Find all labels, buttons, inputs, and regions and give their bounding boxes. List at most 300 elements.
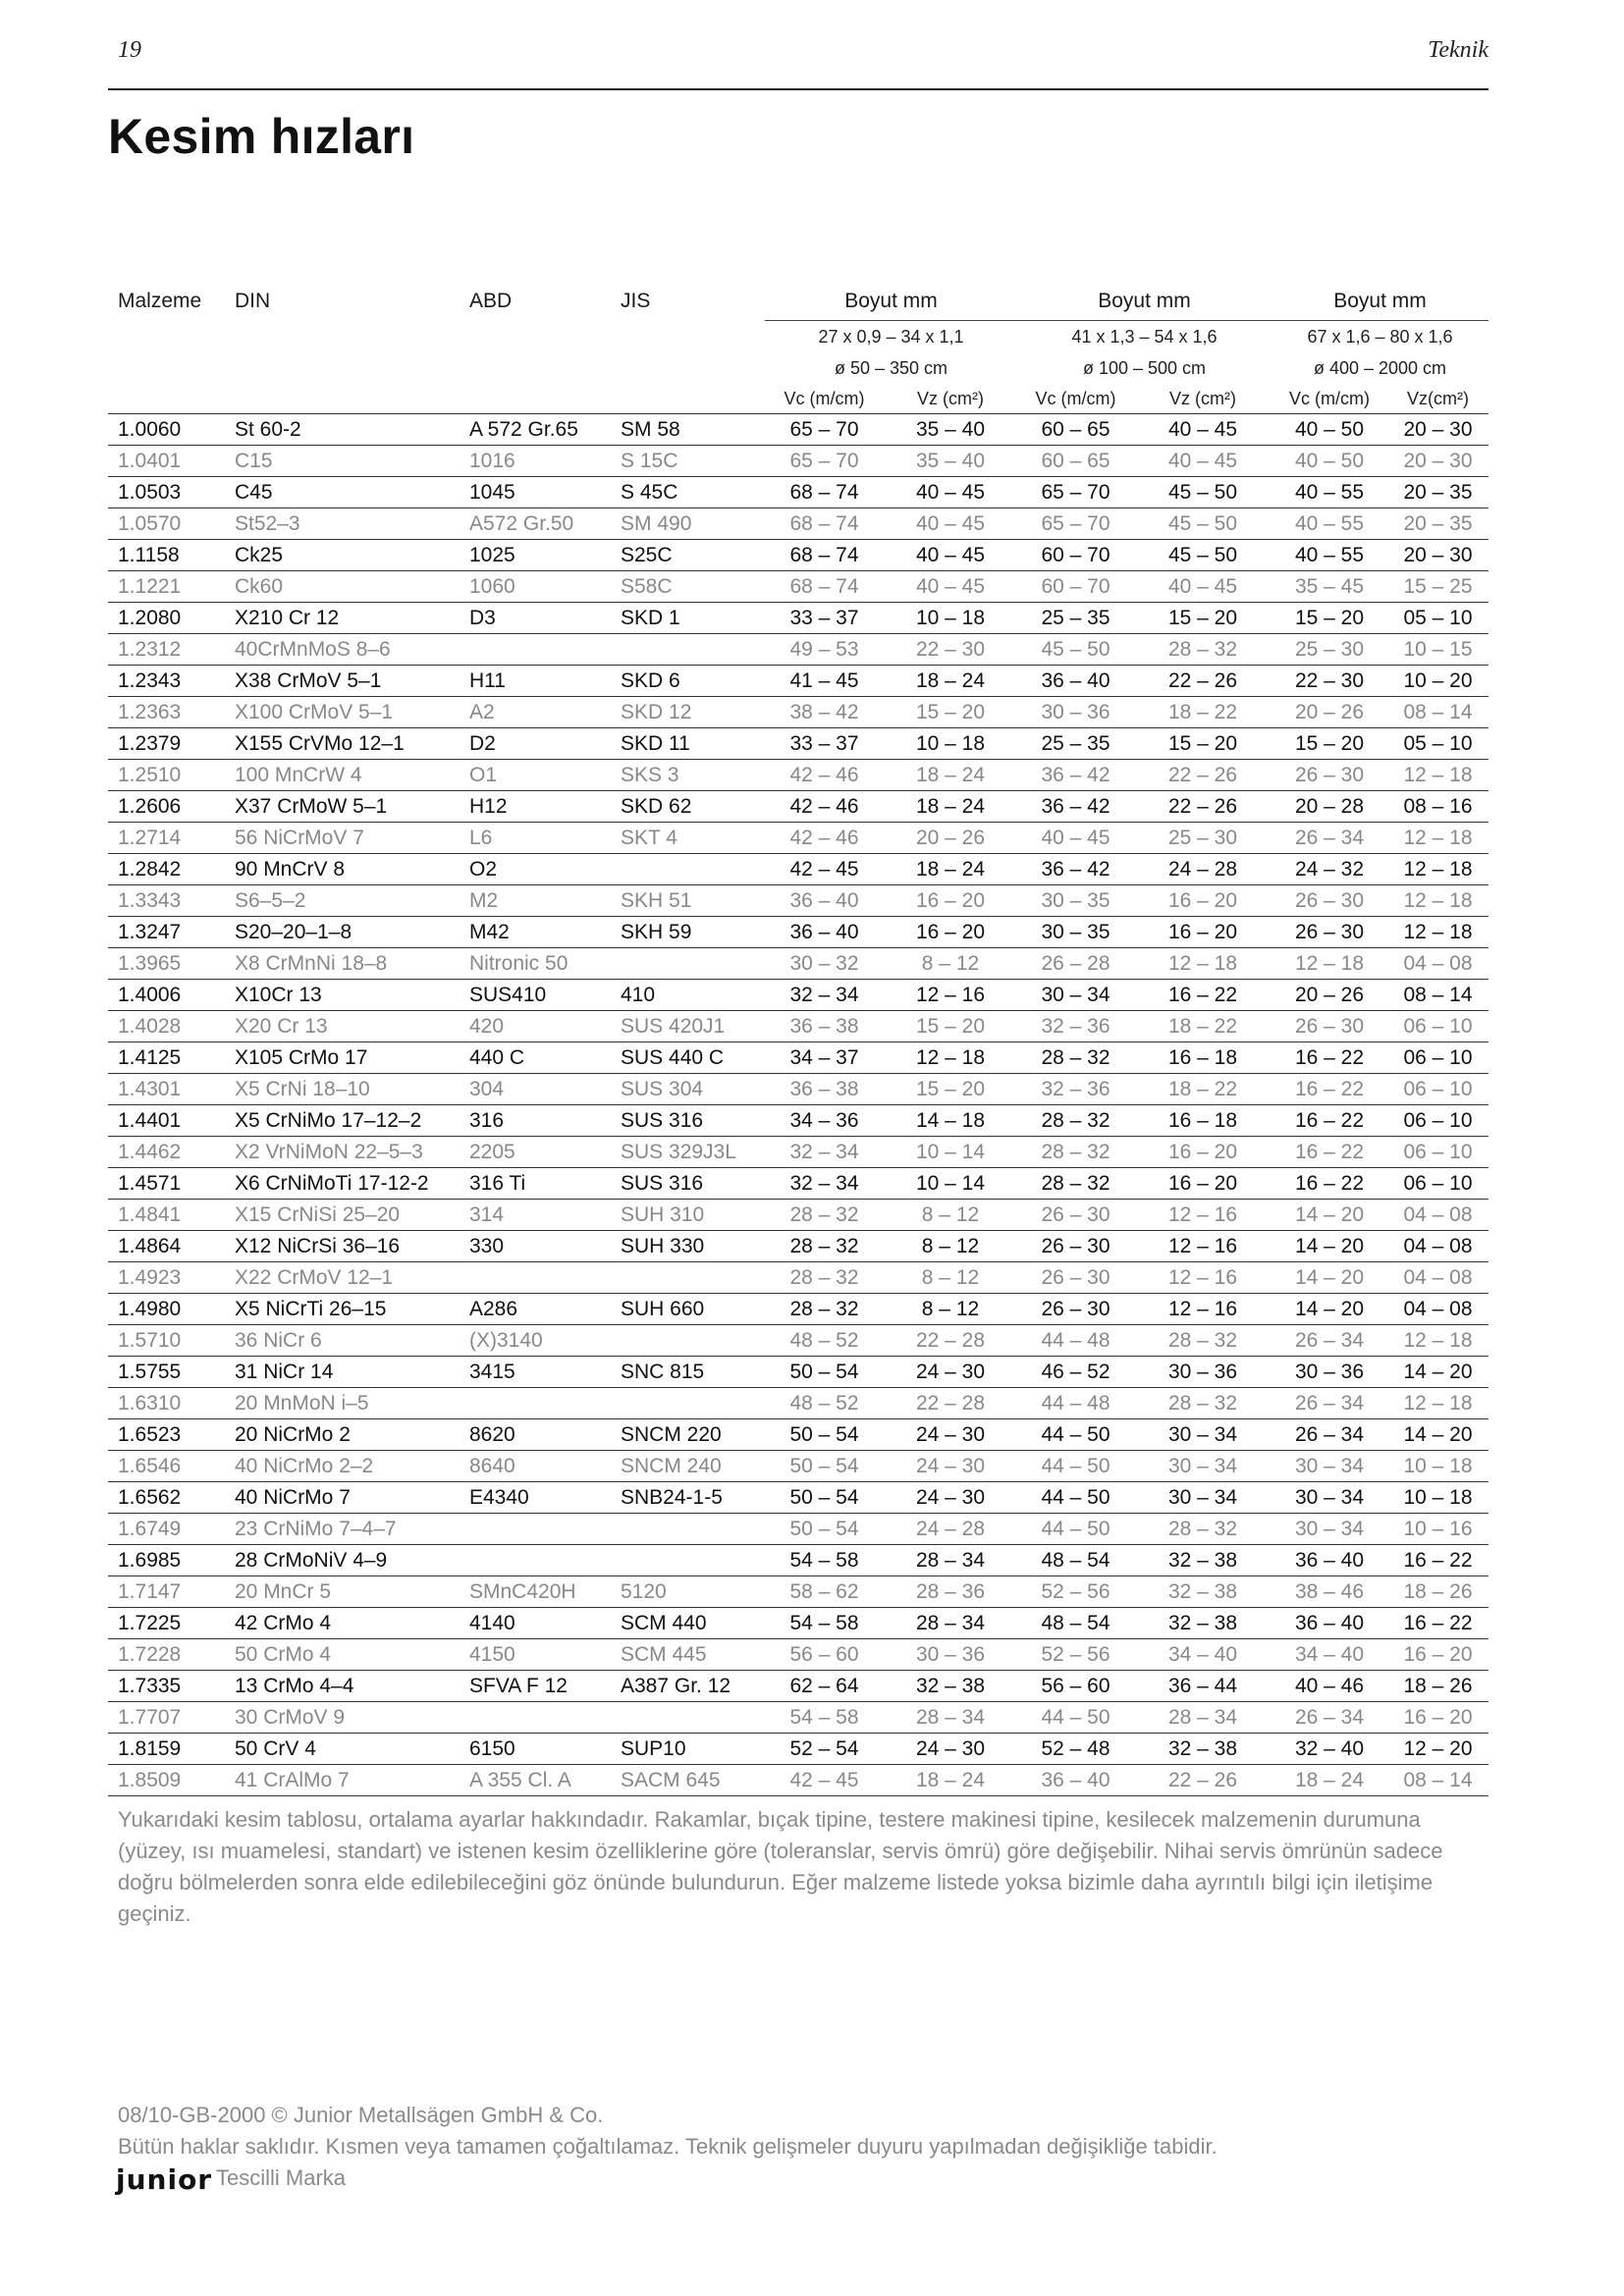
- cell-din: 40 NiCrMo 2–2: [225, 1451, 460, 1482]
- cell-jis: [611, 1262, 765, 1294]
- cell-malzeme: 1.2606: [108, 791, 225, 823]
- cell-abd: 1060: [460, 571, 611, 603]
- cell-vc-2: 28 – 32: [1017, 1168, 1134, 1200]
- cell-vc-3: 26 – 34: [1272, 1419, 1387, 1451]
- cell-din: X38 CrMoV 5–1: [225, 666, 460, 697]
- cell-vc-3: 16 – 22: [1272, 1137, 1387, 1168]
- cell-abd: H12: [460, 791, 611, 823]
- cell-abd: 314: [460, 1200, 611, 1231]
- cell-din: X100 CrMoV 5–1: [225, 697, 460, 728]
- cell-vz-2: 18 – 22: [1134, 1074, 1272, 1105]
- cell-vc-2: 48 – 54: [1017, 1608, 1134, 1639]
- cell-jis: SUS 420J1: [611, 1011, 765, 1042]
- cell-vc-2: 40 – 45: [1017, 823, 1134, 854]
- cell-abd: A572 Gr.50: [460, 508, 611, 540]
- cell-jis: [611, 1545, 765, 1576]
- cell-vc-3: 16 – 22: [1272, 1105, 1387, 1137]
- cell-vc-3: 26 – 34: [1272, 1702, 1387, 1734]
- cell-malzeme: 1.2312: [108, 634, 225, 666]
- cell-jis: SCM 440: [611, 1608, 765, 1639]
- cell-vz-2: 16 – 22: [1134, 980, 1272, 1011]
- cell-vz-3: 20 – 30: [1387, 540, 1489, 571]
- cell-abd: O2: [460, 854, 611, 885]
- group-3-vc-header: Vc (m/cm): [1272, 384, 1387, 414]
- cell-malzeme: 1.5755: [108, 1357, 225, 1388]
- cell-malzeme: 1.4125: [108, 1042, 225, 1074]
- cell-vz-1: 10 – 18: [884, 728, 1017, 760]
- cell-vc-3: 30 – 34: [1272, 1451, 1387, 1482]
- cell-vc-1: 34 – 37: [765, 1042, 884, 1074]
- cell-vz-2: 12 – 16: [1134, 1262, 1272, 1294]
- cell-jis: SKD 11: [611, 728, 765, 760]
- cell-vc-3: 24 – 32: [1272, 854, 1387, 885]
- cell-malzeme: 1.1158: [108, 540, 225, 571]
- cell-vc-2: 26 – 28: [1017, 948, 1134, 980]
- cell-vc-1: 28 – 32: [765, 1294, 884, 1325]
- cell-vz-1: 16 – 20: [884, 917, 1017, 948]
- cell-malzeme: 1.4301: [108, 1074, 225, 1105]
- cell-jis: [611, 1702, 765, 1734]
- cell-vz-2: 45 – 50: [1134, 477, 1272, 508]
- cell-vz-1: 28 – 34: [884, 1702, 1017, 1734]
- cell-malzeme: 1.0503: [108, 477, 225, 508]
- cell-malzeme: 1.3247: [108, 917, 225, 948]
- table-row: [108, 791, 1489, 823]
- cell-din: Ck25: [225, 540, 460, 571]
- cell-vc-1: 68 – 74: [765, 571, 884, 603]
- cell-vz-1: 28 – 34: [884, 1608, 1017, 1639]
- table-body: [108, 414, 1489, 1796]
- group-1-vc-header: Vc (m/cm): [765, 384, 884, 414]
- cell-vz-1: 24 – 30: [884, 1734, 1017, 1765]
- cell-jis: SKS 3: [611, 760, 765, 791]
- cell-vz-3: 20 – 35: [1387, 508, 1489, 540]
- cell-vz-2: 22 – 26: [1134, 760, 1272, 791]
- cell-vc-3: 20 – 28: [1272, 791, 1387, 823]
- table-header-row: [108, 283, 1489, 321]
- cell-vc-3: 26 – 30: [1272, 885, 1387, 917]
- cell-abd: (X)3140: [460, 1325, 611, 1357]
- cell-vz-1: 18 – 24: [884, 666, 1017, 697]
- cell-vc-1: 49 – 53: [765, 634, 884, 666]
- cell-vc-3: 26 – 30: [1272, 760, 1387, 791]
- cell-vc-1: 42 – 46: [765, 760, 884, 791]
- cell-vc-3: 26 – 34: [1272, 1325, 1387, 1357]
- cell-vc-2: 52 – 56: [1017, 1576, 1134, 1608]
- cell-vz-3: 18 – 26: [1387, 1576, 1489, 1608]
- table-row: [108, 885, 1489, 917]
- cell-din: 42 CrMo 4: [225, 1608, 460, 1639]
- cell-vz-2: 32 – 38: [1134, 1576, 1272, 1608]
- cell-vz-3: 16 – 22: [1387, 1608, 1489, 1639]
- cell-vc-2: 60 – 65: [1017, 446, 1134, 477]
- cell-malzeme: 1.6985: [108, 1545, 225, 1576]
- cell-vz-3: 08 – 14: [1387, 697, 1489, 728]
- cell-vz-2: 24 – 28: [1134, 854, 1272, 885]
- cell-vc-3: 14 – 20: [1272, 1262, 1387, 1294]
- cell-vc-1: 36 – 40: [765, 917, 884, 948]
- cell-jis: SNC 815: [611, 1357, 765, 1388]
- cell-vz-2: 40 – 45: [1134, 446, 1272, 477]
- cell-vc-3: 34 – 40: [1272, 1639, 1387, 1671]
- cell-jis: SM 490: [611, 508, 765, 540]
- cell-vz-1: 32 – 38: [884, 1671, 1017, 1702]
- cell-vc-1: 32 – 34: [765, 980, 884, 1011]
- cell-vz-3: 12 – 18: [1387, 885, 1489, 917]
- cell-vz-3: 04 – 08: [1387, 1231, 1489, 1262]
- cell-abd: 304: [460, 1074, 611, 1105]
- cell-vc-1: 28 – 32: [765, 1231, 884, 1262]
- table-row: [108, 1105, 1489, 1137]
- table-row: [108, 1482, 1489, 1514]
- table-row: [108, 1671, 1489, 1702]
- cell-vc-3: 12 – 18: [1272, 948, 1387, 980]
- group-2-vz-header: Vz (cm²): [1134, 384, 1272, 414]
- cell-vz-3: 10 – 18: [1387, 1451, 1489, 1482]
- cell-abd: [460, 1262, 611, 1294]
- cell-malzeme: 1.0401: [108, 446, 225, 477]
- cell-vc-1: 42 – 45: [765, 854, 884, 885]
- table-row: [108, 1325, 1489, 1357]
- top-rule: [108, 88, 1489, 90]
- cell-vz-3: 10 – 15: [1387, 634, 1489, 666]
- cell-vz-1: 30 – 36: [884, 1639, 1017, 1671]
- cell-malzeme: 1.0570: [108, 508, 225, 540]
- cell-abd: A2: [460, 697, 611, 728]
- cell-malzeme: 1.2510: [108, 760, 225, 791]
- cell-vz-2: 18 – 22: [1134, 697, 1272, 728]
- group-2-diameter: ø 100 – 500 cm: [1082, 357, 1207, 378]
- cell-vc-2: 30 – 35: [1017, 917, 1134, 948]
- cell-jis: [611, 1514, 765, 1545]
- cell-abd: 4140: [460, 1608, 611, 1639]
- cell-vz-1: 18 – 24: [884, 791, 1017, 823]
- cell-vc-1: 50 – 54: [765, 1482, 884, 1514]
- cell-din: 56 NiCrMoV 7: [225, 823, 460, 854]
- cell-jis: S 45C: [611, 477, 765, 508]
- cell-vc-1: 38 – 42: [765, 697, 884, 728]
- cell-vz-3: 04 – 08: [1387, 1262, 1489, 1294]
- cell-vz-2: 28 – 32: [1134, 634, 1272, 666]
- cell-vz-3: 12 – 18: [1387, 760, 1489, 791]
- cell-jis: [611, 634, 765, 666]
- cell-din: X8 CrMnNi 18–8: [225, 948, 460, 980]
- table-size-row: [108, 321, 1489, 353]
- cell-din: X10Cr 13: [225, 980, 460, 1011]
- table-units-row: [108, 384, 1489, 414]
- cell-vc-3: 26 – 34: [1272, 823, 1387, 854]
- table-row: [108, 1200, 1489, 1231]
- cell-malzeme: 1.7707: [108, 1702, 225, 1734]
- cell-vc-3: 20 – 26: [1272, 980, 1387, 1011]
- cell-vz-3: 12 – 18: [1387, 854, 1489, 885]
- group-1-diameter: ø 50 – 350 cm: [834, 357, 948, 378]
- cell-din: 30 CrMoV 9: [225, 1702, 460, 1734]
- cell-vz-1: 40 – 45: [884, 571, 1017, 603]
- cell-vz-3: 12 – 18: [1387, 917, 1489, 948]
- cell-abd: A286: [460, 1294, 611, 1325]
- cell-jis: A387 Gr. 12: [611, 1671, 765, 1702]
- cell-vz-1: 8 – 12: [884, 1231, 1017, 1262]
- cell-vc-2: 36 – 42: [1017, 791, 1134, 823]
- cell-vc-1: 33 – 37: [765, 603, 884, 634]
- cell-vc-3: 15 – 20: [1272, 603, 1387, 634]
- cell-vc-2: 26 – 30: [1017, 1200, 1134, 1231]
- cell-din: 23 CrNiMo 7–4–7: [225, 1514, 460, 1545]
- cell-malzeme: 1.2842: [108, 854, 225, 885]
- cell-vz-2: 36 – 44: [1134, 1671, 1272, 1702]
- cell-din: X20 Cr 13: [225, 1011, 460, 1042]
- cell-vc-1: 54 – 58: [765, 1702, 884, 1734]
- cell-vc-2: 36 – 40: [1017, 666, 1134, 697]
- cell-vz-1: 18 – 24: [884, 1765, 1017, 1796]
- cell-vc-3: 40 – 55: [1272, 540, 1387, 571]
- table-row: [108, 1639, 1489, 1671]
- cell-vc-2: 60 – 70: [1017, 571, 1134, 603]
- cell-jis: SUP10: [611, 1734, 765, 1765]
- cell-vc-2: 36 – 40: [1017, 1765, 1134, 1796]
- cell-abd: A 355 Cl. A: [460, 1765, 611, 1796]
- cell-vc-1: 36 – 38: [765, 1011, 884, 1042]
- cell-vc-3: 30 – 36: [1272, 1357, 1387, 1388]
- cell-jis: SKD 6: [611, 666, 765, 697]
- cell-vc-2: 52 – 48: [1017, 1734, 1134, 1765]
- cell-abd: M42: [460, 917, 611, 948]
- cell-vc-1: 50 – 54: [765, 1419, 884, 1451]
- cell-vc-3: 15 – 20: [1272, 728, 1387, 760]
- cell-vz-3: 12 – 18: [1387, 1325, 1489, 1357]
- cell-abd: 1016: [460, 446, 611, 477]
- table-row: [108, 571, 1489, 603]
- group-3-diameter: ø 400 – 2000 cm: [1313, 357, 1447, 378]
- table-row: [108, 446, 1489, 477]
- group-3-vz-header: Vz(cm²): [1387, 384, 1489, 414]
- table-row: [108, 854, 1489, 885]
- cell-vz-1: 22 – 28: [884, 1388, 1017, 1419]
- group-2-size: 41 x 1,3 – 54 x 1,6: [1071, 326, 1218, 347]
- table-row: [108, 728, 1489, 760]
- cell-malzeme: 1.7228: [108, 1639, 225, 1671]
- cell-abd: 8620: [460, 1419, 611, 1451]
- cell-vz-1: 10 – 14: [884, 1168, 1017, 1200]
- cell-vc-1: 62 – 64: [765, 1671, 884, 1702]
- cell-vc-1: 32 – 34: [765, 1137, 884, 1168]
- cell-abd: 8640: [460, 1451, 611, 1482]
- cell-vz-2: 28 – 32: [1134, 1514, 1272, 1545]
- cell-vc-1: 42 – 46: [765, 791, 884, 823]
- cell-abd: Nitronic 50: [460, 948, 611, 980]
- cell-vz-3: 08 – 14: [1387, 1765, 1489, 1796]
- table-row: [108, 1388, 1489, 1419]
- cell-jis: SUS 304: [611, 1074, 765, 1105]
- cell-vz-1: 24 – 30: [884, 1419, 1017, 1451]
- cell-vz-1: 35 – 40: [884, 446, 1017, 477]
- cell-vc-3: 20 – 26: [1272, 697, 1387, 728]
- table-row: [108, 603, 1489, 634]
- cell-vz-3: 14 – 20: [1387, 1419, 1489, 1451]
- cell-vz-1: 18 – 24: [884, 854, 1017, 885]
- cell-vz-2: 15 – 20: [1134, 728, 1272, 760]
- cell-vc-1: 68 – 74: [765, 508, 884, 540]
- cell-vz-2: 16 – 20: [1134, 917, 1272, 948]
- cell-vz-2: 40 – 45: [1134, 571, 1272, 603]
- cell-din: X155 CrVMo 12–1: [225, 728, 460, 760]
- cell-vz-3: 20 – 30: [1387, 446, 1489, 477]
- cell-vc-3: 22 – 30: [1272, 666, 1387, 697]
- cell-vz-3: 16 – 22: [1387, 1545, 1489, 1576]
- group-1-size: 27 x 0,9 – 34 x 1,1: [818, 326, 964, 347]
- cell-abd: H11: [460, 666, 611, 697]
- table-row: [108, 823, 1489, 854]
- cell-vc-2: 32 – 36: [1017, 1011, 1134, 1042]
- cell-vc-3: 16 – 22: [1272, 1074, 1387, 1105]
- cell-vz-2: 16 – 20: [1134, 885, 1272, 917]
- cell-vz-3: 06 – 10: [1387, 1074, 1489, 1105]
- cell-din: 100 MnCrW 4: [225, 760, 460, 791]
- cell-vz-2: 32 – 38: [1134, 1608, 1272, 1639]
- cell-abd: D3: [460, 603, 611, 634]
- cell-vc-1: 68 – 74: [765, 540, 884, 571]
- cell-vz-3: 15 – 25: [1387, 571, 1489, 603]
- cell-malzeme: 1.4980: [108, 1294, 225, 1325]
- cell-vc-3: 40 – 50: [1272, 414, 1387, 446]
- cell-malzeme: 1.7335: [108, 1671, 225, 1702]
- cell-vz-1: 12 – 18: [884, 1042, 1017, 1074]
- cell-abd: 420: [460, 1011, 611, 1042]
- cell-din: X2 VrNiMoN 22–5–3: [225, 1137, 460, 1168]
- cell-malzeme: 1.4401: [108, 1105, 225, 1137]
- cell-vc-2: 36 – 42: [1017, 760, 1134, 791]
- cell-vz-3: 06 – 10: [1387, 1011, 1489, 1042]
- cell-jis: S58C: [611, 571, 765, 603]
- cell-vz-3: 05 – 10: [1387, 728, 1489, 760]
- cell-vc-2: 44 – 50: [1017, 1702, 1134, 1734]
- cell-din: C15: [225, 446, 460, 477]
- cell-vz-2: 30 – 36: [1134, 1357, 1272, 1388]
- cell-vc-2: 28 – 32: [1017, 1137, 1134, 1168]
- cell-malzeme: 1.7147: [108, 1576, 225, 1608]
- cell-vz-1: 15 – 20: [884, 1074, 1017, 1105]
- cell-vc-2: 30 – 34: [1017, 980, 1134, 1011]
- cell-jis: [611, 854, 765, 885]
- cell-vz-1: 14 – 18: [884, 1105, 1017, 1137]
- cell-abd: E4340: [460, 1482, 611, 1514]
- table-row: [108, 1294, 1489, 1325]
- group-3-size: 67 x 1,6 – 80 x 1,6: [1307, 326, 1453, 347]
- cell-abd: 4150: [460, 1639, 611, 1671]
- cell-vc-3: 16 – 22: [1272, 1168, 1387, 1200]
- cell-vz-3: 04 – 08: [1387, 1200, 1489, 1231]
- cell-vc-3: 36 – 40: [1272, 1608, 1387, 1639]
- table-row: [108, 1734, 1489, 1765]
- cell-malzeme: 1.7225: [108, 1608, 225, 1639]
- col-header-group-3: Boyut mm: [1272, 283, 1489, 321]
- cell-vc-1: 30 – 32: [765, 948, 884, 980]
- cell-abd: SMnC420H: [460, 1576, 611, 1608]
- cell-vc-2: 28 – 32: [1017, 1105, 1134, 1137]
- col-header-malzeme: Malzeme: [118, 290, 202, 313]
- cell-vc-1: 65 – 70: [765, 414, 884, 446]
- cell-vz-1: 28 – 34: [884, 1545, 1017, 1576]
- table-row: [108, 508, 1489, 540]
- cell-malzeme: 1.4462: [108, 1137, 225, 1168]
- cell-vz-2: 25 – 30: [1134, 823, 1272, 854]
- cell-vz-2: 34 – 40: [1134, 1639, 1272, 1671]
- cell-vz-1: 28 – 36: [884, 1576, 1017, 1608]
- cell-vc-1: 58 – 62: [765, 1576, 884, 1608]
- cell-jis: SKD 12: [611, 697, 765, 728]
- cutting-speed-table: [108, 283, 1489, 1796]
- cell-vz-2: 28 – 34: [1134, 1702, 1272, 1734]
- cell-vc-1: 50 – 54: [765, 1357, 884, 1388]
- cell-abd: 1045: [460, 477, 611, 508]
- cell-vz-2: 15 – 20: [1134, 603, 1272, 634]
- junior-logo: junior: [116, 2163, 213, 2196]
- cell-vc-2: 30 – 35: [1017, 885, 1134, 917]
- cell-vc-2: 65 – 70: [1017, 508, 1134, 540]
- cell-vz-1: 22 – 28: [884, 1325, 1017, 1357]
- cell-jis: SACM 645: [611, 1765, 765, 1796]
- table-row: [108, 1042, 1489, 1074]
- cell-jis: SM 58: [611, 414, 765, 446]
- cell-vc-1: 48 – 52: [765, 1325, 884, 1357]
- cell-vc-3: 14 – 20: [1272, 1294, 1387, 1325]
- cell-vz-1: 24 – 30: [884, 1451, 1017, 1482]
- cell-vz-3: 06 – 10: [1387, 1137, 1489, 1168]
- cell-abd: 316: [460, 1105, 611, 1137]
- table-row: [108, 477, 1489, 508]
- cell-vc-1: 65 – 70: [765, 446, 884, 477]
- cell-din: X15 CrNiSi 25–20: [225, 1200, 460, 1231]
- cell-vz-1: 15 – 20: [884, 697, 1017, 728]
- cell-vc-2: 36 – 42: [1017, 854, 1134, 885]
- cell-jis: S25C: [611, 540, 765, 571]
- cell-din: S20–20–1–8: [225, 917, 460, 948]
- cell-vz-2: 28 – 32: [1134, 1325, 1272, 1357]
- table-row: [108, 414, 1489, 446]
- cell-abd: D2: [460, 728, 611, 760]
- cell-vz-3: 12 – 18: [1387, 1388, 1489, 1419]
- cell-din: 31 NiCr 14: [225, 1357, 460, 1388]
- cell-vc-2: 45 – 50: [1017, 634, 1134, 666]
- table-row: [108, 1514, 1489, 1545]
- cell-din: 40 NiCrMo 7: [225, 1482, 460, 1514]
- cell-vc-1: 36 – 38: [765, 1074, 884, 1105]
- cell-vz-3: 18 – 26: [1387, 1671, 1489, 1702]
- cell-vz-3: 10 – 20: [1387, 666, 1489, 697]
- cell-din: X37 CrMoW 5–1: [225, 791, 460, 823]
- cell-vc-1: 33 – 37: [765, 728, 884, 760]
- cell-vz-1: 8 – 12: [884, 1262, 1017, 1294]
- table-row: [108, 1262, 1489, 1294]
- cell-vc-2: 28 – 32: [1017, 1042, 1134, 1074]
- registered-trademark-text: Tescilli Marka: [216, 2165, 347, 2190]
- section-label: Teknik: [1428, 37, 1489, 63]
- cell-malzeme: 1.4923: [108, 1262, 225, 1294]
- cell-abd: M2: [460, 885, 611, 917]
- cell-jis: SUS 440 C: [611, 1042, 765, 1074]
- cell-jis: SUS 329J3L: [611, 1137, 765, 1168]
- cell-vz-2: 12 – 18: [1134, 948, 1272, 980]
- cell-malzeme: 1.4571: [108, 1168, 225, 1200]
- cell-vz-1: 40 – 45: [884, 508, 1017, 540]
- cell-vc-2: 32 – 36: [1017, 1074, 1134, 1105]
- cell-vz-1: 8 – 12: [884, 1200, 1017, 1231]
- cell-vz-1: 24 – 30: [884, 1482, 1017, 1514]
- cell-vc-3: 35 – 45: [1272, 571, 1387, 603]
- table-row: [108, 1357, 1489, 1388]
- cell-vz-3: 16 – 20: [1387, 1702, 1489, 1734]
